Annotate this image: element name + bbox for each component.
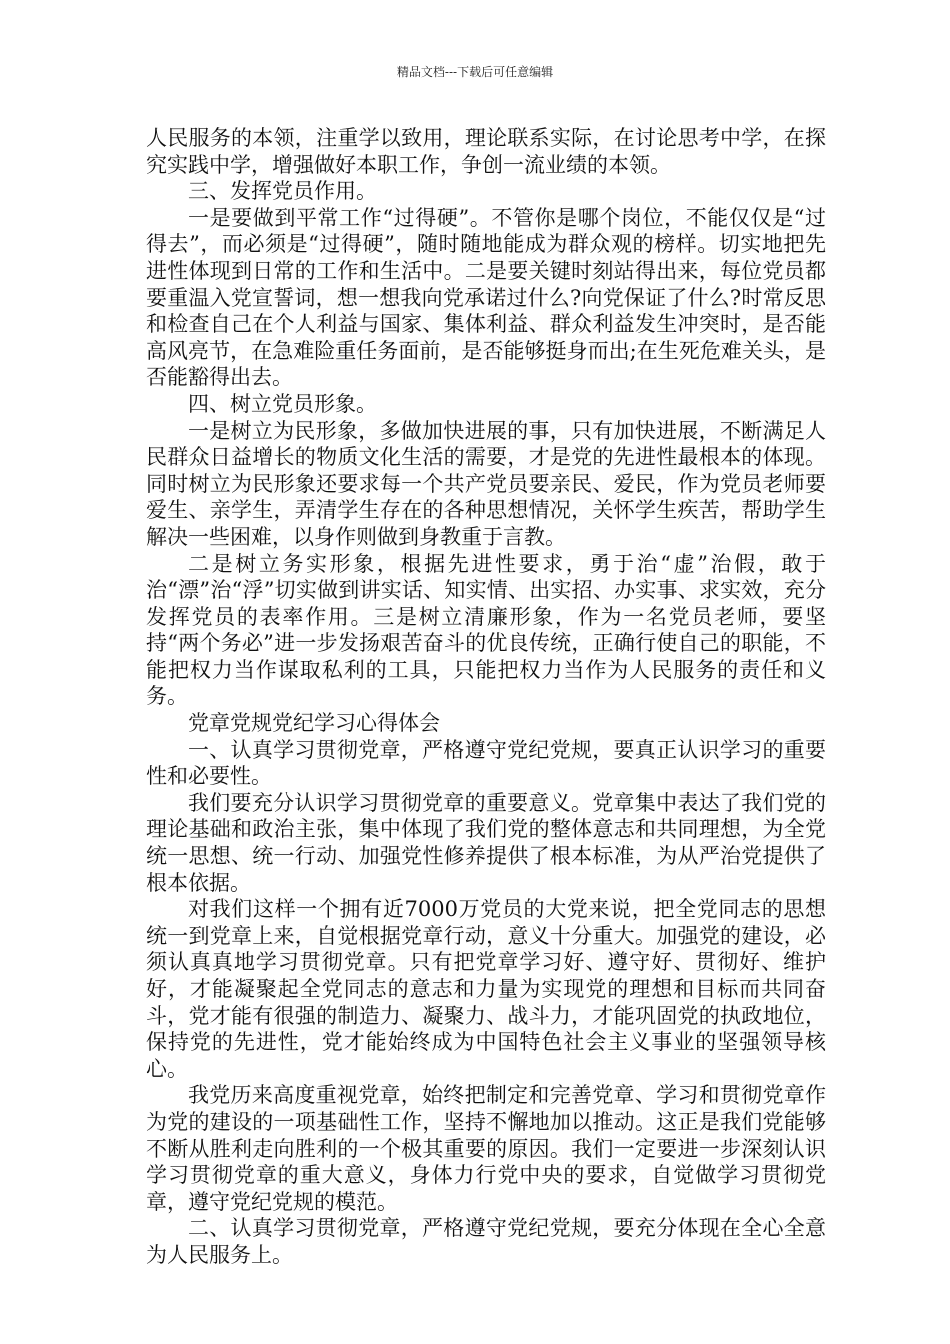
document-body <box>146 125 826 1269</box>
paragraph: 我们要充分认识学习贯彻党章的重要意义。党章集中表达了我们党的理论基础和政治主张，集中体现了我们党的整体意志和共同理想，为全党统一思想、统一行动、加强党性修养提供了根本标准，为从严治党提供了根本依据。 <box>146 790 826 895</box>
section-heading: 四、树立党员形象。 <box>188 391 377 416</box>
document-title: 党章党规党纪学习心得体会 <box>188 711 440 736</box>
page-header: 精品文档---下载后可任意编辑 <box>396 65 554 79</box>
paragraph: 我党历来高度重视党章，始终把制定和完善党章、学习和贯彻党章作为党的建设的一项基础性工作，坚持不懈地加以推动。这正是我们党能够不断从胜利走向胜利的一个极其重要的原因。我们一定要进一步深刻认识学习贯彻党章的重大意义，身体力行党中央的要求，自觉做学习贯彻党章，遵守党纪党规的模范。 <box>146 1083 826 1214</box>
paragraph: 对我们这样一个拥有近7000万党员的大党来说，把全党同志的思想统一到党章上来，自觉根据党章行动，意义十分重大。加强党的建设，必须认真真地学习贯彻党章。只有把党章学习好、遵守好、贯彻好、维护好，才能凝聚起全党同志的意志和力量为实现党的理想和目标而共同奋斗，党才能有很强的制造力、凝聚力、战斗力，才能巩固党的执政地位，保持党的先进性，党才能始终成为中国特色社会主义事业的坚强领导核心。 <box>146 897 826 1081</box>
paragraph: 二是树立务实形象，根据先进性要求，勇于治“虚”治假，敢于治“漂”治“浮”切实做到讲实话、知实情、出实招、办实事、求实效，充分发挥党员的表率作用。三是树立清廉形象，作为一名党员老师，要坚持“两个务必”进一步发扬艰苦奋斗的优良传统，正确行使自己的职能，不能把权力当作谋取私利的工具，只能把权力当作为人民服务的责任和义务。 <box>146 551 826 709</box>
section-heading: 三、发挥党员作用。 <box>188 179 377 204</box>
paragraph: 一是要做到平常工作“过得硬”。不管你是哪个岗位，不能仅仅是“过得去”，而必须是“过得硬”，随时随地能成为群众观的榜样。切实地把先进性体现到日常的工作和生活中。二是要关键时刻站得出来，每位党员都要重温入党宣誓词，想一想我向党承诺过什么?向党保证了什么?时常反思和检查自己在个人利益与国家、集体利益、群众利益发生冲突时，是否能高风亮节，在急难险重任务面前，是否能够挺身而出;在生死危难关头，是否能豁得出去。 <box>146 205 826 390</box>
section-heading: 一、认真学习贯彻党章，严格遵守党纪党规，要真正认识学习的重要性和必要性。 <box>146 737 826 789</box>
paragraph: 一是树立为民形象，多做加快进展的事，只有加快进展，不断满足人民群众日益增长的物质文化生活的需要，才是党的先进性最根本的体现。同时树立为民形象还要求每一个共产党员要亲民、爱民，作为党员老师要爱生、亲学生，弄清学生存在的各种思想情况，关怀学生疾苦，帮助学生解决一些困难，以身作则做到身教重于言教。 <box>146 418 826 549</box>
paragraph: 人民服务的本领，注重学以致用，理论联系实际，在讨论思考中学，在探究实践中学，增强做好本职工作，争创一流业绩的本领。 <box>146 126 826 177</box>
section-heading: 二、认真学习贯彻党章，严格遵守党纪党规，要充分体现在全心全意为人民服务上。 <box>146 1216 826 1267</box>
